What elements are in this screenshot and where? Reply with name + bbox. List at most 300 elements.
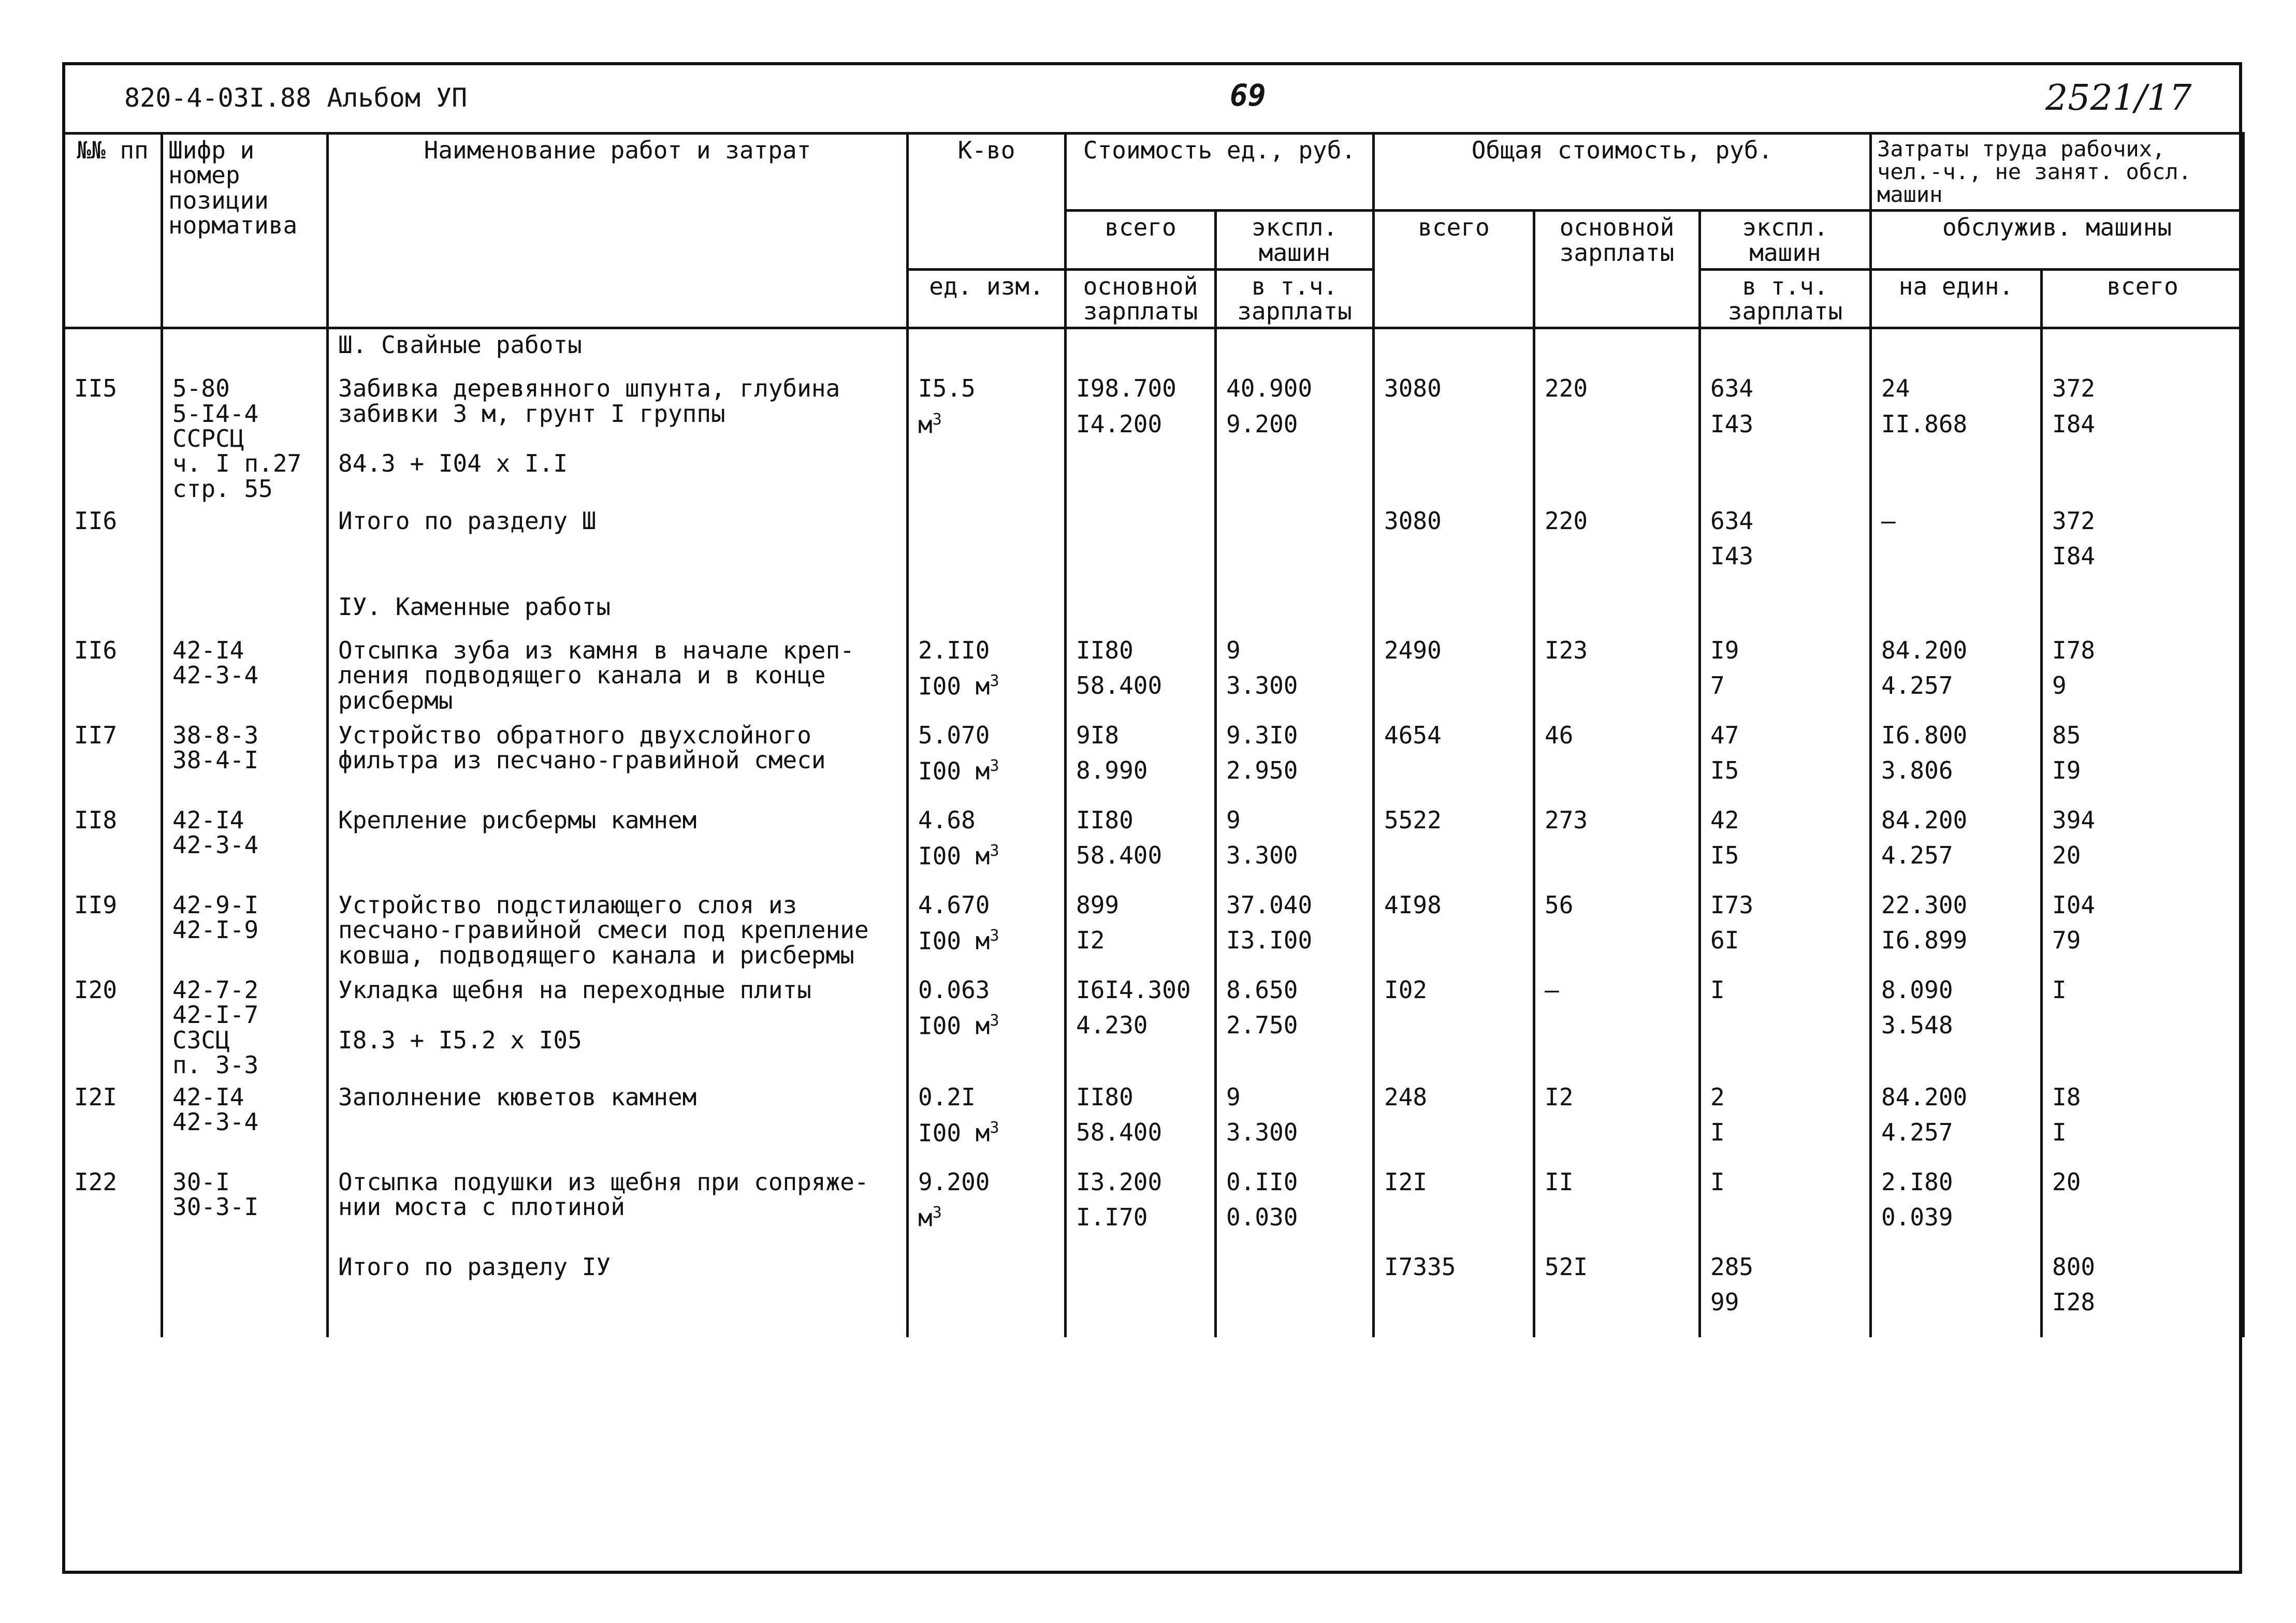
unit-total-cell-value: I6I4.300: [1076, 975, 1191, 1004]
unit-machines-cell-value2: 2.950: [1226, 756, 1298, 785]
code-cell: [162, 636, 328, 721]
row-number: II7: [74, 721, 118, 749]
norm-code-line: 42-3-4: [172, 661, 259, 690]
name-cell: [328, 890, 908, 975]
labor-unit-cell-value: I6.800: [1881, 721, 1968, 749]
table-header: [64, 134, 2244, 328]
total-machines-cell-value: 634: [1710, 506, 1754, 535]
total-all-cell: [1374, 636, 1534, 721]
row-num-cell: [64, 890, 162, 975]
unit-total-cell: [1066, 975, 1216, 1083]
code-cell: [162, 374, 328, 506]
unit-total-cell-value: I98.700: [1076, 374, 1176, 403]
unit-text: м: [918, 1204, 933, 1232]
table-cell: [1534, 328, 1700, 374]
table-row: [64, 1252, 2244, 1337]
unit-total-cell-value2: 8.990: [1076, 756, 1148, 785]
unit-text: I00 м: [918, 842, 990, 870]
handwritten-stamp: 2521/17: [2045, 78, 2192, 119]
work-name-line: ления подводящего канала и в конце: [338, 661, 826, 690]
norm-code-line: 38-4-I: [172, 746, 259, 774]
unit-total-cell: [1066, 721, 1216, 806]
name-cell: [328, 636, 908, 721]
unit-machines-cell-value2: 3.300: [1226, 1118, 1298, 1147]
total-machines-cell-value: 42: [1710, 806, 1739, 834]
total-all-value: 3080: [1384, 374, 1442, 403]
total-machines-cell-value2: 7: [1710, 671, 1725, 700]
labor-total-cell-value2: I84: [2052, 410, 2096, 438]
norm-code-line: 42-9-I: [172, 890, 259, 919]
unit-machine-wage-header: в т.ч. зарплаты: [1216, 269, 1374, 328]
row-num-cell: [64, 506, 162, 591]
labor-total-cell: [2042, 1083, 2244, 1167]
unit-total-cell-value2: 58.400: [1076, 841, 1162, 870]
document-code: 820-4-03I.88 Альбом УП: [124, 83, 468, 113]
work-name-line: Устройство подстилающего слоя из: [338, 890, 797, 919]
unit-text: I00 м: [918, 927, 990, 955]
total-machines-header: экспл. машин: [1700, 211, 1871, 270]
labor-total-cell-value2: I9: [2052, 756, 2081, 785]
total-machines-cell-value: I9: [1710, 636, 1739, 664]
total-all-cell: [1374, 1083, 1534, 1167]
total-machines-cell-value: I73: [1710, 890, 1754, 919]
unit-machines-cell-value: 9: [1226, 806, 1241, 834]
section-row: [64, 591, 2244, 636]
total-machines-cell: [1700, 1252, 1871, 1337]
work-name-line: Заполнение кюветов камнем: [338, 1083, 697, 1112]
code-cell: [162, 890, 328, 975]
code-cell: [162, 1083, 328, 1167]
total-wage-value: II: [1545, 1168, 1574, 1196]
unit-superscript: 3: [932, 1204, 942, 1222]
unit-machines-cell-value: 9.3I0: [1226, 721, 1298, 749]
total-wage-cell: [1534, 721, 1700, 806]
table-cell: [2042, 591, 2244, 636]
name-cell: [328, 1252, 908, 1337]
norm-code-line: 42-I4: [172, 1083, 244, 1112]
section-row: [64, 328, 2244, 374]
quantity: 0.063: [918, 975, 990, 1004]
quantity: 2.II0: [918, 636, 990, 664]
table-cell: [908, 591, 1066, 636]
unit-total-cell-value: I3.200: [1076, 1168, 1162, 1196]
unit-machines-cell-value2: 3.300: [1226, 671, 1298, 700]
total-all-value: I02: [1384, 975, 1428, 1004]
total-wage-cell: [1534, 975, 1700, 1083]
unit-of-measure: [918, 1205, 1057, 1231]
code-cell: [162, 1167, 328, 1252]
unit-of-measure: [918, 928, 1057, 954]
col-code-header: Шифр и номер позиции норматива: [162, 134, 328, 328]
total-wage-cell: [1534, 1083, 1700, 1167]
qty-cell: [908, 721, 1066, 806]
total-machines-cell-value2: I43: [1710, 410, 1754, 438]
total-wage-cell: [1534, 890, 1700, 975]
labor-total-cell: [2042, 975, 2244, 1083]
qty-cell: [908, 636, 1066, 721]
labor-total-cell-value2: 20: [2052, 841, 2081, 870]
quantity: 4.670: [918, 890, 990, 919]
total-machines-cell: [1700, 975, 1871, 1083]
unit-total-cell-value2: I2: [1076, 926, 1105, 955]
total-machines-cell-value2: I: [1710, 1118, 1725, 1147]
unit-total-cell-value: II80: [1076, 636, 1134, 664]
qty-cell: [908, 806, 1066, 890]
row-num-cell: [64, 374, 162, 506]
labor-unit-cell-value2: 4.257: [1881, 671, 1953, 700]
work-name-line: Отсыпка подушки из щебня при сопряже-: [338, 1168, 869, 1196]
total-machines-cell-value: 47: [1710, 721, 1739, 749]
table-cell: [162, 591, 328, 636]
unit-superscript: 3: [990, 927, 999, 945]
total-wage-value: I23: [1545, 636, 1588, 664]
row-number: I2I: [74, 1083, 118, 1112]
quantity: I5.5: [918, 374, 976, 403]
total-machines-cell: [1700, 1083, 1871, 1167]
unit-machines-cell-value: 40.900: [1226, 374, 1313, 403]
labor-machines-header: обслужив. машины: [1871, 211, 2244, 270]
norm-code-line: стр. 55: [172, 474, 273, 503]
labor-total-cell: [2042, 1252, 2244, 1337]
labor-total-header: всего: [2042, 269, 2244, 328]
work-name-line: рисбермы: [338, 686, 453, 714]
row-number: II6: [74, 506, 118, 535]
qty-cell: [908, 1083, 1066, 1167]
norm-code-line: СЗСЦ: [172, 1026, 230, 1054]
table-cell: [908, 328, 1066, 374]
total-wage-value: 56: [1545, 890, 1574, 919]
table-row: [64, 1167, 2244, 1252]
row-num-cell: [64, 1083, 162, 1167]
table-row: [64, 374, 2244, 506]
total-wage-value: 52I: [1545, 1253, 1588, 1281]
unit-superscript: 3: [990, 842, 999, 860]
total-all-cell: [1374, 506, 1534, 591]
total-machines-cell-value2: 6I: [1710, 926, 1739, 955]
work-name-line: Укладка щебня на переходные плиты: [338, 975, 811, 1004]
total-machines-cell-value2: I5: [1710, 841, 1739, 870]
labor-total-cell: [2042, 806, 2244, 890]
labor-unit-cell-value: 2.I80: [1881, 1168, 1953, 1196]
work-name-line: фильтра из песчано-гравийной смеси: [338, 746, 826, 774]
unit-total-cell: [1066, 1252, 1216, 1337]
labor-unit-cell-value2: 3.548: [1881, 1011, 1953, 1040]
unit-text: м: [918, 411, 933, 439]
labor-total-cell-value2: I28: [2052, 1288, 2096, 1317]
labor-unit-cell-value2: 4.257: [1881, 841, 1953, 870]
table-cell: [1374, 591, 1534, 636]
total-wage-value: 220: [1545, 374, 1588, 403]
total-all-value: I7335: [1384, 1253, 1456, 1281]
total-machines-cell: [1700, 721, 1871, 806]
code-cell: [162, 806, 328, 890]
unit-total-cell-value: 899: [1076, 890, 1120, 919]
table-row: [64, 890, 2244, 975]
code-cell: [162, 506, 328, 591]
table-cell: [328, 328, 908, 374]
total-all-cell: [1374, 890, 1534, 975]
table-cell: [1700, 591, 1871, 636]
norm-code-line: 38-8-3: [172, 721, 259, 749]
total-wage-cell: [1534, 1252, 1700, 1337]
norm-code-line: ССРСЦ: [172, 425, 244, 453]
qty-cell: [908, 1252, 1066, 1337]
labor-unit-cell-value: 84.200: [1881, 636, 1968, 664]
table-cell: [1871, 591, 2042, 636]
col-name-header: Наименование работ и затрат: [328, 134, 908, 328]
labor-unit-cell: [1871, 890, 2042, 975]
total-all-value: 4654: [1384, 721, 1442, 749]
table-cell: [1871, 328, 2042, 374]
labor-total-cell: [2042, 890, 2244, 975]
labor-total-cell: [2042, 636, 2244, 721]
labor-unit-cell-value: –: [1881, 506, 1896, 535]
table-row: [64, 806, 2244, 890]
total-wage-cell: [1534, 806, 1700, 890]
labor-unit-cell-value: 84.200: [1881, 1083, 1968, 1112]
work-name-line: [338, 426, 899, 451]
unit-total-cell: [1066, 806, 1216, 890]
name-cell: [328, 506, 908, 591]
unit-total-cell: [1066, 636, 1216, 721]
total-machines-cell: [1700, 374, 1871, 506]
name-cell: [328, 806, 908, 890]
row-number: II6: [74, 636, 118, 664]
section-title: Ш. Свайные работы: [338, 331, 582, 359]
total-all-cell: [1374, 374, 1534, 506]
norm-code-line: 42-3-4: [172, 1108, 259, 1136]
unit-machines-cell-value2: I3.I00: [1226, 926, 1313, 955]
labor-total-cell-value: 372: [2052, 506, 2096, 535]
unit-machines-header: экспл. машин: [1216, 211, 1374, 270]
unit-superscript: 3: [990, 672, 999, 691]
labor-unit-cell: [1871, 506, 2042, 591]
unit-machines-cell: [1216, 1083, 1374, 1167]
total-machines-cell: [1700, 506, 1871, 591]
total-all-header: всего: [1374, 211, 1534, 328]
row-number: II9: [74, 890, 118, 919]
code-cell: [162, 721, 328, 806]
total-machines-cell: [1700, 890, 1871, 975]
labor-total-cell: [2042, 374, 2244, 506]
work-name-line: 84.3 + I04 x I.I: [338, 449, 568, 478]
table-row: [64, 975, 2244, 1083]
qty-cell: [908, 975, 1066, 1083]
labor-total-cell-value: I: [2052, 975, 2067, 1004]
unit-machines-cell-value: 9: [1226, 1083, 1241, 1112]
work-name-line: песчано-гравийной смеси под крепление: [338, 916, 869, 944]
labor-total-cell-value2: I84: [2052, 542, 2096, 571]
unit-machines-cell: [1216, 506, 1374, 591]
labor-unit-cell-value2: 3.806: [1881, 756, 1953, 785]
labor-total-cell-value: I78: [2052, 636, 2096, 664]
labor-unit-cell-value: 22.300: [1881, 890, 1968, 919]
unit-total-cell-value: 9I8: [1076, 721, 1120, 749]
table-body: [64, 328, 2244, 1337]
quantity: 0.2I: [918, 1083, 976, 1112]
labor-per-unit-header: на един.: [1871, 269, 2042, 328]
total-all-cell: [1374, 721, 1534, 806]
labor-total-cell-value: 20: [2052, 1168, 2081, 1196]
col-qty-header: К-во: [908, 134, 1066, 270]
total-wage-cell: [1534, 1167, 1700, 1252]
unit-machines-cell: [1216, 806, 1374, 890]
unit-text: I00 м: [918, 1119, 990, 1147]
unit-machines-cell-value: 8.650: [1226, 975, 1298, 1004]
unit-of-measure: [918, 843, 1057, 869]
labor-total-cell-value2: 79: [2052, 926, 2081, 955]
table-cell: [2042, 328, 2244, 374]
total-wage-cell: [1534, 506, 1700, 591]
work-name-line: Забивка деревянного шпунта, глубина: [338, 374, 840, 403]
total-wage-cell: [1534, 374, 1700, 506]
quantity: 9.200: [918, 1168, 990, 1196]
row-number: I22: [74, 1168, 118, 1196]
total-all-value: I2I: [1384, 1168, 1428, 1196]
qty-cell: [908, 890, 1066, 975]
unit-machines-cell: [1216, 721, 1374, 806]
unit-of-measure: [918, 412, 1057, 437]
table-cell: [64, 591, 162, 636]
labor-unit-cell: [1871, 1083, 2042, 1167]
total-machines-cell-value2: 99: [1710, 1288, 1739, 1317]
quantity: 4.68: [918, 806, 976, 834]
labor-unit-cell: [1871, 721, 2042, 806]
unit-total-cell-value: II80: [1076, 806, 1134, 834]
name-cell: [328, 374, 908, 506]
labor-total-cell-value: I8: [2052, 1083, 2081, 1112]
row-number: II5: [74, 374, 118, 403]
row-number: I20: [74, 975, 118, 1004]
norm-code-line: 30-I: [172, 1168, 230, 1196]
total-wage-value: –: [1545, 975, 1559, 1004]
page-number: 69: [1230, 78, 1266, 113]
unit-superscript: 3: [990, 757, 999, 776]
work-name-line: Отсыпка зуба из камня в начале креп-: [338, 636, 854, 664]
norm-code-line: 42-I-9: [172, 916, 259, 944]
name-cell: [328, 721, 908, 806]
total-machines-cell-value: I: [1710, 975, 1725, 1004]
row-num-cell: [64, 636, 162, 721]
work-name-line: ковша, подводящего канала и рисбермы: [338, 941, 854, 969]
labor-unit-cell: [1871, 806, 2042, 890]
row-number: II8: [74, 806, 118, 834]
table-cell: [1066, 591, 1216, 636]
total-wage-value: 273: [1545, 806, 1588, 834]
code-cell: [162, 1252, 328, 1337]
name-cell: [328, 975, 908, 1083]
total-machines-cell: [1700, 806, 1871, 890]
col-num-header: №№ пп: [64, 134, 162, 328]
labor-total-cell-value2: 9: [2052, 671, 2067, 700]
section-title: IУ. Каменные работы: [338, 592, 611, 621]
work-name-line: забивки 3 м, грунт I группы: [338, 399, 725, 428]
norm-code-line: 42-3-4: [172, 831, 259, 859]
table-cell: [1066, 328, 1216, 374]
labor-unit-cell-value2: 0.039: [1881, 1203, 1953, 1232]
unit-text: I00 м: [918, 757, 990, 785]
unit-total-cell-value2: I4.200: [1076, 410, 1162, 438]
labor-unit-cell-value2: 4.257: [1881, 1118, 1953, 1147]
total-all-value: 3080: [1384, 506, 1442, 535]
unit-machines-cell-value: 37.040: [1226, 890, 1313, 919]
table-cell: [328, 591, 908, 636]
work-name-line: [338, 1002, 899, 1027]
qty-cell: [908, 374, 1066, 506]
labor-total-cell-value: 372: [2052, 374, 2096, 403]
table-cell: [1216, 328, 1374, 374]
labor-unit-cell-value: 24: [1881, 374, 1910, 403]
unit-basic-wage-header: основной зарплаты: [1066, 269, 1216, 328]
total-machines-cell-value2: I43: [1710, 542, 1754, 571]
unit-of-measure: [918, 1013, 1057, 1039]
unit-total-cell-value2: I.I70: [1076, 1203, 1148, 1232]
unit-total-cell: [1066, 890, 1216, 975]
row-num-cell: [64, 806, 162, 890]
total-wage-value: I2: [1545, 1083, 1574, 1112]
labor-unit-cell-value2: I6.899: [1881, 926, 1968, 955]
unit-total-cell-value2: 58.400: [1076, 671, 1162, 700]
unit-superscript: 3: [990, 1012, 999, 1030]
labor-total-cell-value2: I: [2052, 1118, 2067, 1147]
unit-superscript: 3: [932, 410, 942, 429]
unit-machines-cell: [1216, 975, 1374, 1083]
unit-text: I00 м: [918, 1012, 990, 1040]
total-machines-cell-value: I: [1710, 1168, 1725, 1196]
unit-machines-cell-value2: 0.030: [1226, 1203, 1298, 1232]
table-cell: [1216, 591, 1374, 636]
labor-unit-cell: [1871, 374, 2042, 506]
estimate-table: [62, 132, 2245, 1337]
norm-code-line: 42-I4: [172, 806, 244, 834]
unit-machines-cell-value2: 9.200: [1226, 410, 1298, 438]
work-name-line: нии моста с плотиной: [338, 1193, 625, 1221]
qty-cell: [908, 1167, 1066, 1252]
labor-unit-cell: [1871, 975, 2042, 1083]
name-cell: [328, 1083, 908, 1167]
table-cell: [1700, 328, 1871, 374]
unit-machines-cell-value2: 2.750: [1226, 1011, 1298, 1040]
table-row: [64, 506, 2244, 591]
total-machine-wage-header: в т.ч. зарплаты: [1700, 269, 1871, 328]
total-cost-group-header: Общая стоимость, руб.: [1374, 134, 1871, 211]
labor-total-cell-value: I04: [2052, 890, 2096, 919]
total-machines-cell-value: 285: [1710, 1253, 1754, 1281]
labor-unit-cell-value2: II.868: [1881, 410, 1968, 438]
total-machines-cell-value2: I5: [1710, 756, 1739, 785]
unit-text: I00 м: [918, 672, 990, 700]
total-wage-cell: [1534, 636, 1700, 721]
row-num-cell: [64, 975, 162, 1083]
total-all-cell: [1374, 1252, 1534, 1337]
total-all-value: 248: [1384, 1083, 1428, 1112]
unit-cost-group-header: Стоимость ед., руб.: [1066, 134, 1374, 211]
col-unit-header: ед. изм.: [908, 269, 1066, 328]
total-machines-cell: [1700, 636, 1871, 721]
unit-machines-cell: [1216, 1252, 1374, 1337]
row-num-cell: [64, 1252, 162, 1337]
unit-machines-cell-value: 0.II0: [1226, 1168, 1298, 1196]
table-row: [64, 721, 2244, 806]
table-cell: [1374, 328, 1534, 374]
total-all-cell: [1374, 1167, 1534, 1252]
unit-total-cell-value2: 4.230: [1076, 1011, 1148, 1040]
norm-code-line: п. 3-3: [172, 1050, 259, 1079]
unit-machines-cell: [1216, 374, 1374, 506]
unit-machines-cell-value: 9: [1226, 636, 1241, 664]
total-machines-cell-value: 2: [1710, 1083, 1725, 1112]
labor-total-cell: [2042, 506, 2244, 591]
